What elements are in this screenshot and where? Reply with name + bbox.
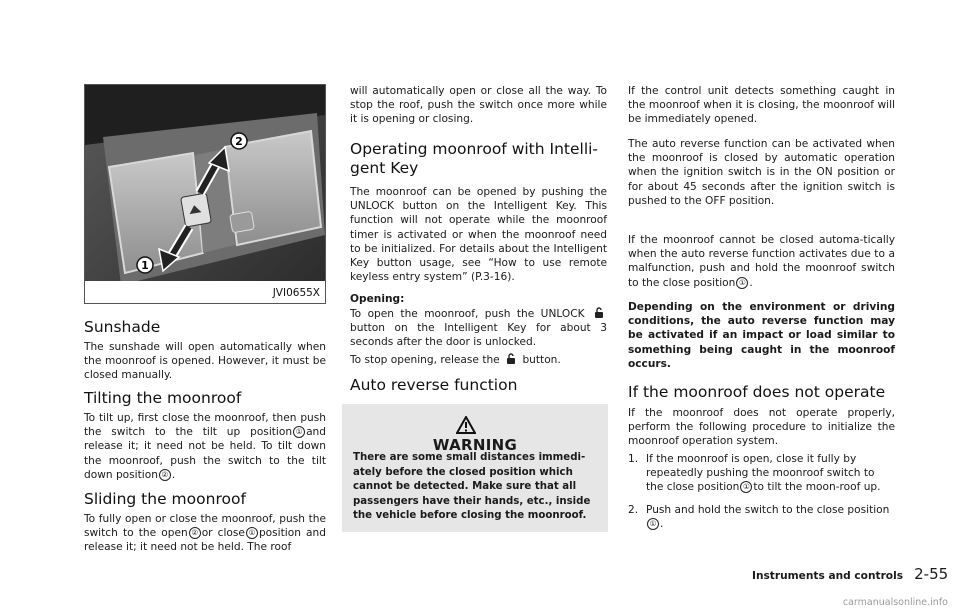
position-1-icon: ① — [740, 481, 752, 493]
opening-text-1: To open the moonroof, push the UNLOCK — [350, 308, 585, 320]
unlock-icon — [505, 353, 517, 365]
position-1-icon: ① — [736, 277, 748, 289]
warning-title: WARNING — [432, 436, 518, 454]
position-2-icon: ② — [189, 527, 201, 539]
sliding-heading: Sliding the moonroof — [84, 490, 246, 508]
unlock-icon — [593, 307, 605, 319]
position-1-icon: ① — [293, 426, 305, 438]
opening-text-2: button on the Intelligent Key for about 3 seconds after the door is unlocked. — [350, 322, 607, 349]
intelli-key-body: The moonroof can be opened by pushing the UNLOCK button on the Intelligent Key. This function will not operate while the moonroof timer is activated or when the moonroof need to be initialized. For details about the Intelligent Key button usage, see “How to use remote keyless entry system” (P.3-16). — [350, 186, 607, 284]
step-1-text: If the moonroof is open, close it fully by repeatedly pushing the moonroof switch to the close position — [646, 453, 875, 494]
watermark: carmanualsonline.info — [842, 597, 948, 608]
auto-reverse-p3-end: . — [749, 276, 753, 289]
opening-body — [350, 307, 607, 350]
moonroof-switch-illustration — [84, 84, 326, 304]
position-1-icon: ① — [647, 518, 659, 530]
tilting-text-3: . — [171, 468, 176, 481]
sunshade-heading: Sunshade — [84, 318, 161, 336]
auto-reverse-p3-text: If the moonroof cannot be closed automa-tically when the auto reverse function activates due to a malfunction, push and hold the moonroof switch to the close position — [628, 234, 895, 289]
footer-section: Instruments and controls — [752, 570, 904, 582]
position-1-icon: ① — [246, 527, 258, 539]
init-step-1 — [628, 452, 895, 495]
tilting-heading: Tilting the moonroof — [84, 389, 242, 407]
step-1-text-end: to tilt the moon-roof up. — [753, 481, 881, 494]
step-1-number: 1. — [628, 453, 639, 465]
figure-label: JVI0655X — [272, 287, 320, 299]
warning-body: There are some small distances immedi-ately before the closed position which cannot be detected. Make sure that all passengers have their hands, etc., inside the vehicle before closing the moonroof. — [353, 452, 591, 522]
not-operate-heading: If the moonroof does not operate — [628, 383, 886, 401]
step-2-text: Push and hold the switch to the close position — [646, 503, 890, 516]
sunshade-body: The sunshade will open automatically when the moonroof is opened. However, it must be closed manually. — [84, 341, 326, 382]
warning-header — [342, 418, 608, 454]
auto-reverse-p4: Depending on the environment or driving conditions, the auto reverse function may be activated if an impact or load similar to something being caught in the moonroof occurs. — [628, 301, 895, 370]
position-2-icon: ② — [159, 469, 171, 481]
sliding-text-3: position and release it; it need not be held. The roof — [84, 527, 326, 554]
not-operate-intro: If the moonroof does not operate properly, perform the following procedure to initialize the moonroof operation system. — [628, 407, 895, 448]
auto-reverse-p3 — [628, 233, 895, 290]
warning-box — [342, 404, 608, 532]
stop-text-1: To stop opening, release the — [350, 354, 500, 366]
stop-text-2: button. — [522, 354, 561, 366]
tilting-body — [84, 411, 326, 482]
auto-reverse-heading: Auto reverse function — [350, 376, 518, 394]
sliding-body-part2: will automatically open or close all the way. To stop the roof, push the switch once more while it is opening or closing. — [350, 85, 607, 126]
stop-opening-body — [350, 353, 607, 367]
tilting-text-1: To tilt up, first close the moonroof, then push the switch to the tilt up position — [84, 412, 326, 439]
sliding-body-part1 — [84, 512, 326, 555]
warning-triangle-icon — [456, 416, 476, 434]
auto-reverse-p2: The auto reverse function can be activated when the moonroof is closed by automatic operation when the ignition switch is in the ON position or for about 45 seconds after the ignition switch is pushed to the OFF position. — [628, 138, 895, 207]
page-footer — [752, 564, 948, 583]
callout-1: 1 — [141, 259, 149, 272]
step-2-number: 2. — [628, 503, 639, 516]
callout-2: 2 — [235, 135, 243, 148]
overhead-console-drawing — [85, 85, 325, 303]
intelli-key-heading: Operating moonroof with Intelli-gent Key — [350, 140, 599, 177]
page-number: 2-55 — [914, 565, 949, 583]
sliding-text-2: or close — [201, 527, 245, 540]
init-steps-list — [628, 452, 895, 531]
init-step-2 — [628, 503, 895, 531]
opening-label: Opening: — [350, 293, 405, 305]
step-2-text-end: . — [660, 517, 664, 530]
auto-reverse-p1: If the control unit detects something caught in the moonroof when it is closing, the moonroof will be immediately opened. — [628, 85, 895, 126]
sliding-text-1: To fully open or close the moonroof, push the switch to the open — [84, 513, 326, 540]
tilting-text-2: and release it; it need not be held. To tilt down the moonroof, push the switch to the tilt down position — [84, 426, 326, 481]
